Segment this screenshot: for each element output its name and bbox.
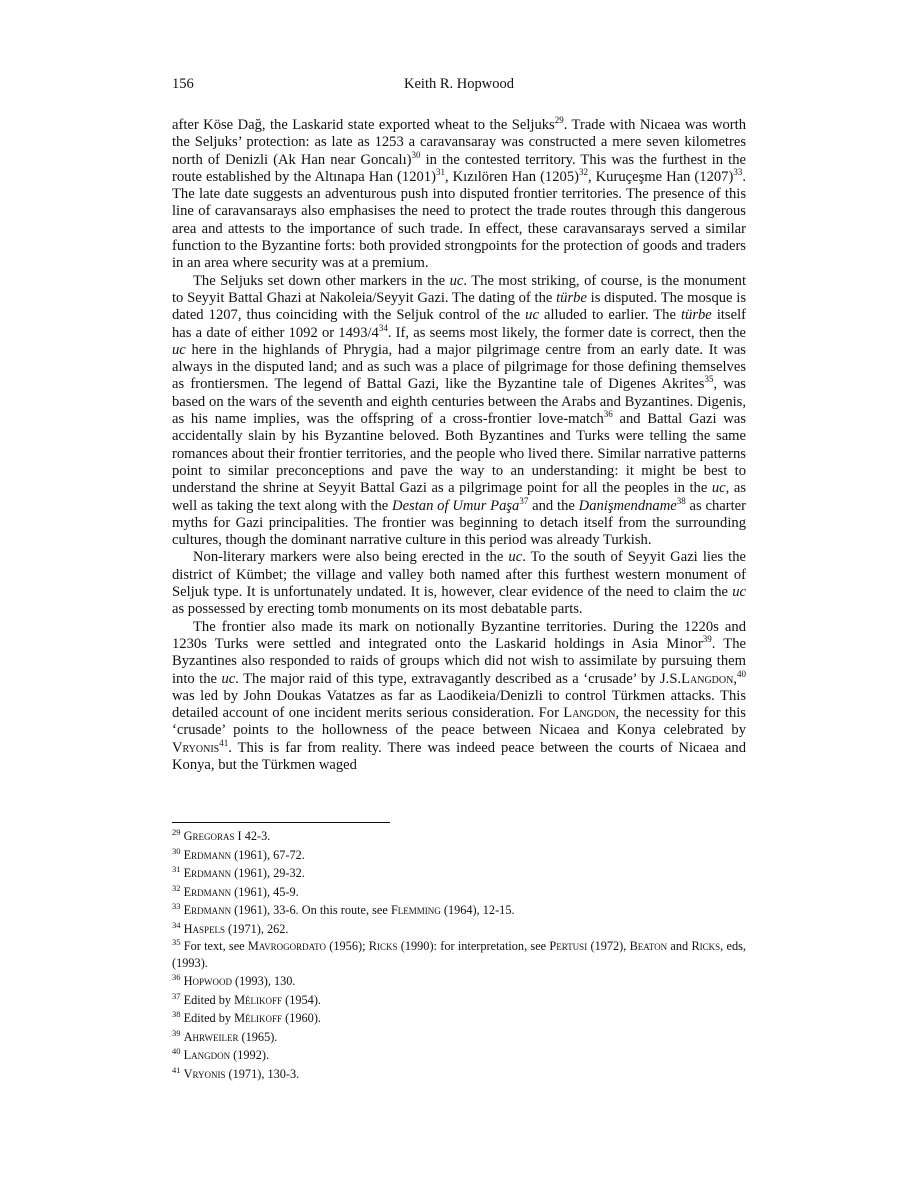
body-text — [172, 117, 746, 774]
page-number: 156 — [172, 76, 194, 92]
footnote: $^{36}$ Hopwood (1993), 130. — [172, 971, 296, 988]
footnote-ref[interactable]: 33 — [733, 167, 743, 178]
footnote: $^{30}$ Erdmann (1961), 67-72. — [172, 845, 305, 862]
footnote: $^{31}$ Erdmann (1961), 29-32. — [172, 863, 305, 880]
footnote: $^{32}$ Erdmann (1961), 45-9. — [172, 882, 299, 899]
footnote: $^{37}$ Edited by Mélikoff (1954). — [172, 990, 321, 1007]
footnotes — [172, 827, 746, 1083]
footnote: $^{29}$ Gregoras I 42-3. — [172, 826, 271, 843]
footnote-ref[interactable]: 32 — [578, 167, 588, 178]
footnote: $^{39}$ Ahrweiler (1965). — [172, 1027, 278, 1044]
page-header — [172, 76, 746, 98]
footnote: $^{33}$ Erdmann (1961), 33-6. On this route, see Flemming (1964), 12-15. — [172, 900, 515, 917]
footnote-ref[interactable]: 38 — [676, 495, 686, 506]
footnote-ref[interactable]: 35 — [704, 374, 714, 385]
footnote-ref[interactable]: 29 — [554, 115, 564, 126]
running-head: Keith R. Hopwood — [404, 76, 514, 92]
footnote: $^{35}$ For text, see Mavrogordato (1956); Ricks (1990): for interpretation, see Pertusi (1972), Beaton and Ricks, eds, (1993). — [172, 936, 746, 970]
paragraph-1: after Köse Dağ, the Laskarid state exported wheat to the Seljuks$^{29}$. Trade with Nicaea was worth the Seljuks’ protection: as late as 1253 a caravansaray was constructed a mere seven kilometres north of Denizli (Ak Han near Goncalı)$^{30}$ in the contested territory. This was the furthest in the route established by the Altınapa Han $(1201)^{31}$, Kızılören Han $(1205)^{32}$, Kuruçeşme Han $(1207)^{33}$. The late date suggests an adventurous push into disputed frontier territories. The presence of this line of caravansarays also emphasises the need to protect the trade routes through this dangerous area and attests to the importance of such trade. In effect, these caravansarays served a similar function to the Byzantine forts: both provided strongpoints for the protection of goods and traders in an area where security was at a premium. — [172, 115, 746, 272]
footnote-ref[interactable]: 37 — [519, 495, 529, 506]
footnote-ref[interactable]: 40 — [737, 668, 746, 679]
paragraph-2: The Seljuks set down other markers in the uc. The most striking, of course, is the monument to Seyyit Battal Ghazi at Nakoleia/Seyyit Gazi. The dating of the türbe is disputed. The mosque is dated 1207, thus coinciding with the Seljuk control of the uc alluded to earlier. The türbe itself has a date of either 1092 or $1493/4^{34}$. If, as seems most likely, the former date is correct, then the uc here in the highlands of Phrygia, had a major pilgrimage centre from an early date. It was always in the disputed land; and as such was a place of pilgrimage for those defining themselves as frontiersmen. The legend of Battal Gazi, like the Byzantine tale of Digenes Akrites$^{35}$, was based on the wars of the seventh and eighth centuries between the Arabs and Byzantines. Digenis, as his name implies, was the offspring of a cross-frontier love-match$^{36}$ and Battal Gazi was accidentally slain by his Byzantine beloved. Both Byzantines and Turks were telling the same romances about their frontier territories, and the people who lived there. Similar narrative patterns point to similar preconceptions and pave the way to an understanding: it might be best to understand the shrine at Seyyit Battal Gazi as a pilgrimage point for all the peoples in the uc, as well as taking the text along with the Destan of Umur Paşa$^{37}$ and the Danişmendname$^{38}$ as charter myths for Gazi principalities. The frontier was beginning to detach itself from the surrounding cultures, though the dominant narrative culture in this period was already Turkish. — [172, 272, 747, 549]
paragraph-3: Non-literary markers were also being erected in the uc. To the south of Seyyit Gazi lies the district of Kümbet; the village and valley both named after this furthest western monument of Seljuk type. It is unfortunately undated. It is, however, clear evidence of the need to claim the uc as possessed by erecting tomb monuments on its most debatable parts. — [172, 549, 746, 618]
footnote-ref[interactable]: 36 — [603, 409, 613, 420]
paragraph-4: The frontier also made its mark on notionally Byzantine territories. During the 1220s and 1230s Turks were settled and integrated onto the Laskarid holdings in Asia Minor$^{39}$. The Byzantines also responded to raids of groups which did not wish to assimilate by pursuing them into the uc. The major raid of this type, extravagantly described as a ‘crusade’ by J.S.Langdon,$^{40}$ was led by John Doukas Vatatzes as far as Laodikeia/Denizli to control Türkmen attacks. This detailed account of one incident merits serious consideration. For Langdon, the necessity for this ‘crusade’ points to the hollowness of the peace between Nicaea and Konya celebrated by Vryonis$^{41}$. This is far from reality. There was indeed peace between the courts of Nicaea and Konya, but the Türkmen waged — [172, 618, 746, 773]
footnote-ref[interactable]: 31 — [435, 167, 445, 178]
footnote: $^{41}$ Vryonis (1971), 130-3. — [172, 1064, 300, 1081]
footnote-ref[interactable]: 30 — [411, 149, 421, 160]
footnote-ref[interactable]: 39 — [702, 634, 712, 645]
footnote: $^{40}$ Langdon (1992). — [172, 1045, 270, 1062]
footnote-separator — [172, 822, 390, 823]
footnote: $^{38}$ Edited by Mélikoff (1960). — [172, 1008, 321, 1025]
footnote-ref[interactable]: 41 — [219, 737, 229, 748]
footnote-ref[interactable]: 34 — [378, 322, 388, 333]
footnote: $^{34}$ Haspels (1971), 262. — [172, 919, 289, 936]
